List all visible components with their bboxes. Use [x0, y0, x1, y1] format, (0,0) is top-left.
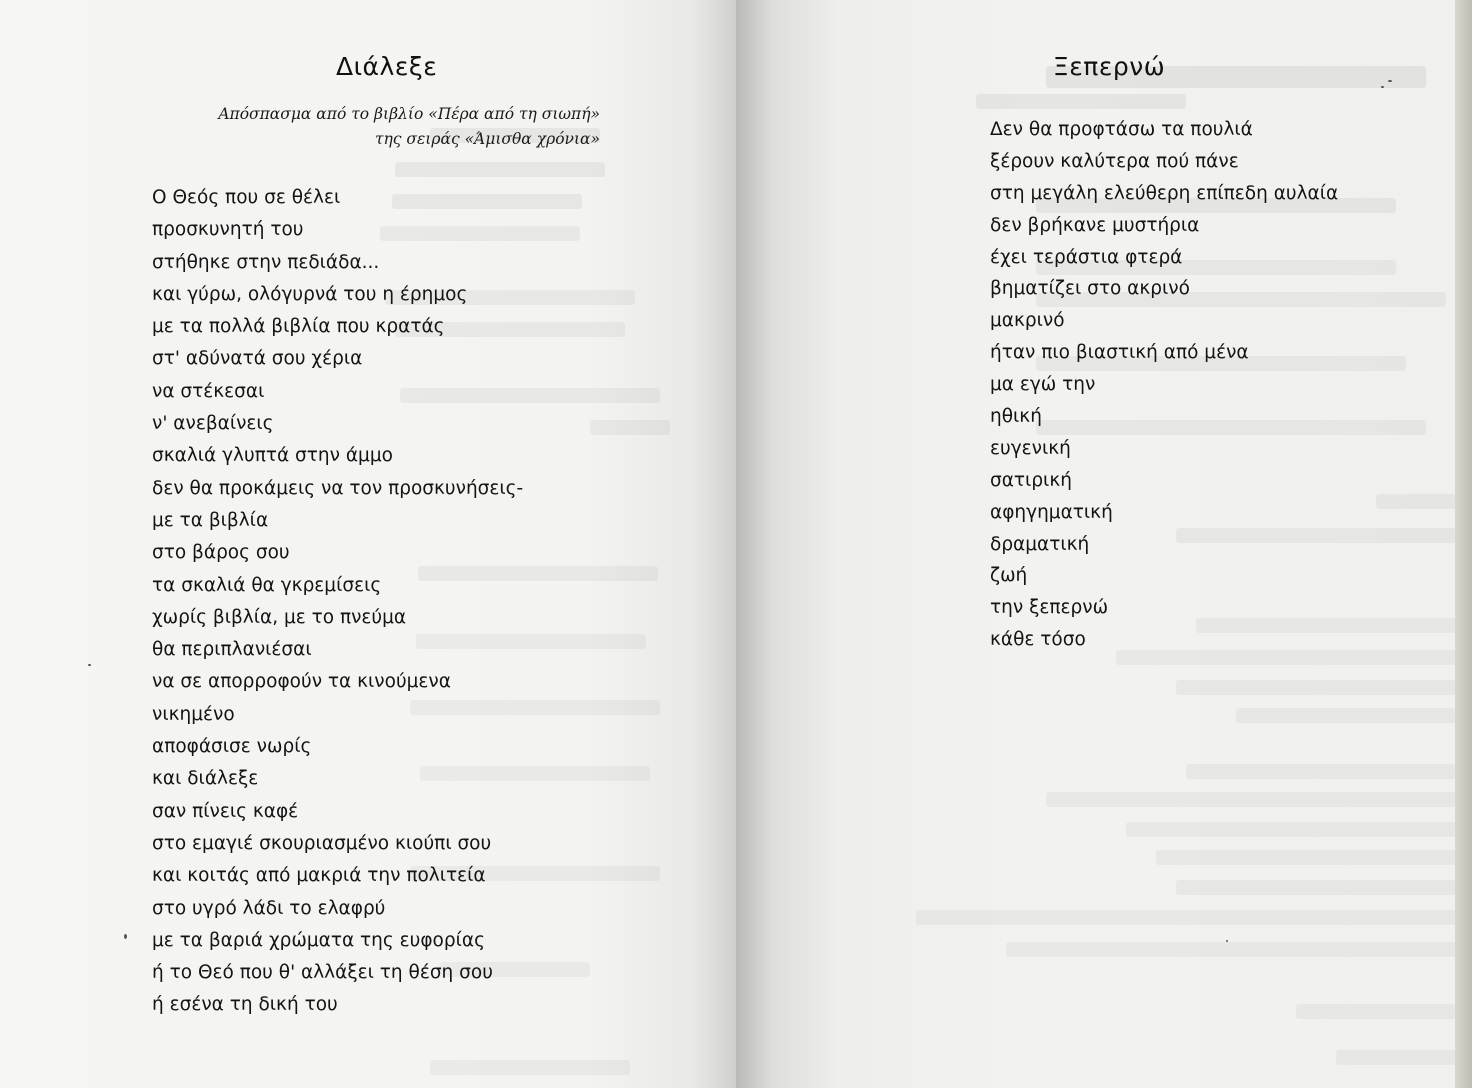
poem-line: ήταν πιο βιαστική από μένα	[990, 342, 1249, 364]
poem-body-left	[152, 182, 523, 1022]
poem-line: και γύρω, ολόγυρνά του η έρημος	[152, 283, 468, 305]
poem-line: δεν βρήκανε μυστήρια	[990, 214, 1200, 236]
show-through-text	[1176, 680, 1456, 695]
poem-line: με τα βαριά χρώματα της ευφορίας	[152, 929, 485, 951]
poem-line: στο υγρό λάδι το ελαφρύ	[152, 897, 386, 919]
poem-line: ή εσένα τη δική του	[152, 994, 338, 1016]
show-through-text	[1046, 792, 1456, 807]
show-through-text	[590, 420, 670, 435]
poem-line: θα περιπλανιέσαι	[152, 639, 312, 661]
poem-line: τα σκαλιά θα γκρεμίσεις	[152, 574, 382, 596]
poem-line: την ξεπερνώ	[990, 597, 1109, 619]
show-through-text	[916, 910, 1456, 925]
poem-line: Ο Θεός που σε θέλει	[152, 187, 341, 208]
poem-source-note	[120, 102, 600, 152]
poem-line: στ' αδύνατά σου χέρια	[152, 348, 363, 370]
poem-line: προσκυνητή του	[152, 219, 304, 241]
show-through-text	[1236, 708, 1456, 723]
paper-speck	[1388, 80, 1392, 82]
poem-title-left: Διάλεξε	[336, 52, 438, 81]
poem-line: στήθηκε στην πεδιάδα...	[152, 251, 380, 273]
poem-line: ή το Θεό που θ' αλλάξει τη θέση σου	[152, 962, 493, 984]
poem-line: σαν πίνεις καφέ	[152, 800, 299, 822]
poem-line: σκαλιά γλυπτά στην άμμο	[152, 445, 393, 467]
show-through-text	[395, 162, 605, 177]
paper-speck	[1381, 86, 1384, 88]
paper-speck	[1226, 940, 1228, 942]
poem-line: ευγενική	[990, 437, 1071, 459]
poem-line: βηματίζει στο ακρινό	[990, 278, 1190, 300]
source-note-line-2: της σειράς «Άμισθα χρόνια»	[374, 130, 600, 148]
poem-line: και διάλεξε	[152, 768, 259, 790]
poem-line: αφηγηματική	[990, 501, 1113, 523]
show-through-text	[1176, 880, 1456, 895]
poem-line: ηθική	[990, 406, 1042, 428]
poem-line: Δεν θα προφτάσω τα πουλιά	[990, 119, 1253, 140]
poem-line: και κοιτάς από μακριά την πολιτεία	[152, 865, 486, 887]
poem-title-right: Ξεπερνώ	[1053, 52, 1166, 81]
show-through-text	[1156, 850, 1456, 865]
poem-line: με τα πολλά βιβλία που κρατάς	[152, 316, 445, 338]
show-through-text	[1336, 1050, 1456, 1065]
show-through-text	[976, 94, 1186, 109]
poem-line: νικημένο	[152, 703, 235, 725]
poem-line: μα εγώ την	[990, 374, 1096, 396]
poem-line: έχει τεράστια φτερά	[990, 246, 1183, 268]
paper-speck	[88, 664, 91, 666]
show-through-text	[430, 1060, 630, 1075]
poem-line: στο εμαγιέ σκουριασμένο κιούπι σου	[152, 832, 492, 854]
poem-line: δραματική	[990, 533, 1090, 555]
poem-line: με τα βιβλία	[152, 509, 269, 531]
right-page	[736, 0, 1472, 1088]
show-through-text	[1376, 494, 1456, 509]
poem-line: δεν θα προκάμεις να τον προσκυνήσεις-	[152, 477, 524, 499]
poem-line: μακρινό	[990, 310, 1065, 332]
show-through-text	[1126, 822, 1456, 837]
poem-line: ζωή	[990, 565, 1028, 587]
page-edge	[1455, 0, 1472, 1088]
show-through-text	[1006, 942, 1456, 957]
poem-line: στη μεγάλη ελεύθερη επίπεδη αυλαία	[990, 182, 1339, 204]
show-through-text	[1296, 1004, 1456, 1019]
source-note-line-1: Απόσπασμα από το βιβλίο «Πέρα από τη σιωπή»	[218, 105, 600, 123]
poem-line: κάθε τόσο	[990, 629, 1086, 651]
poem-line: σατιρική	[990, 469, 1072, 491]
poem-line: αποφάσισε νωρίς	[152, 736, 312, 758]
poem-line: να στέκεσαι	[152, 380, 265, 402]
poem-line: ξέρουν καλύτερα πού πάνε	[990, 150, 1239, 172]
poem-line: στο βάρος σου	[152, 542, 290, 564]
poem-line: ν' ανεβαίνεις	[152, 413, 274, 435]
poem-line: χωρίς βιβλία, με το πνεύμα	[152, 606, 407, 628]
poem-line: να σε απορροφούν τα κινούμενα	[152, 671, 451, 693]
poem-body-right	[990, 114, 1338, 656]
show-through-text	[1186, 764, 1456, 779]
paper-speck	[124, 934, 127, 939]
